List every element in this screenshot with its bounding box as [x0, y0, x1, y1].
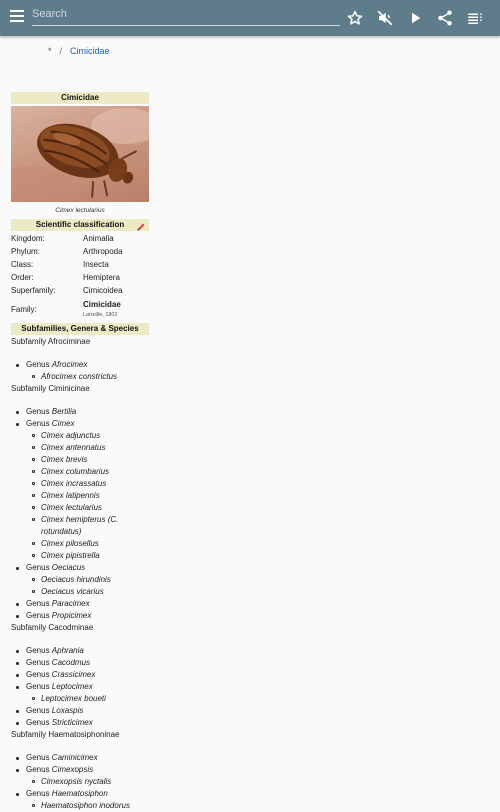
genus-name-link[interactable]: Leptocimex: [51, 682, 93, 691]
genus-name-link[interactable]: Cacodmus: [51, 658, 91, 667]
rank-label: Order:: [11, 273, 34, 282]
genus-label: Genus: [26, 407, 52, 416]
genus-item: [11, 764, 211, 776]
species-item[interactable]: Cimex antennatus: [11, 442, 211, 454]
classification-header: Scientific classification: [11, 219, 149, 231]
breadcrumb-separator: /: [59, 46, 63, 56]
genus-label: Genus: [26, 611, 52, 620]
genus-name-link[interactable]: Loxaspis: [51, 706, 84, 715]
toc-icon[interactable]: [466, 9, 484, 27]
spacer: [11, 395, 211, 406]
genus-name-link[interactable]: Haematosiphon: [51, 789, 108, 798]
species-item[interactable]: Cimex lectularius: [11, 502, 211, 514]
genus-label: Genus: [26, 682, 52, 691]
classification-row: [11, 271, 149, 284]
rank-value[interactable]: Cimicoidea: [83, 286, 123, 295]
volume-off-icon[interactable]: [376, 9, 394, 27]
infobox: [11, 92, 149, 335]
search-input[interactable]: [32, 6, 340, 26]
genus-item: [11, 645, 211, 657]
genus-item: [11, 562, 211, 574]
classification-row: [11, 258, 149, 271]
search-placeholder: Search: [32, 8, 67, 20]
genus-label: Genus: [26, 765, 52, 774]
genus-item: [11, 705, 211, 717]
species-item[interactable]: Cimex hemipterus (C. rotundatus): [11, 514, 141, 538]
genus-label: Genus: [26, 360, 52, 369]
genus-item: [11, 681, 211, 693]
rank-label: Kingdom:: [11, 234, 45, 243]
genus-name-link[interactable]: Stricticimex: [51, 718, 93, 727]
genus-name-link[interactable]: Propicimex: [51, 611, 92, 620]
rank-label: Phylum:: [11, 247, 40, 256]
spacer: [11, 348, 211, 359]
genus-name-link[interactable]: Paracimex: [51, 599, 90, 608]
photo-caption: Cimex lectularius: [55, 207, 105, 214]
genus-item: [11, 717, 211, 729]
genus-label: Genus: [26, 419, 52, 428]
infobox-title: Cimicidae: [11, 92, 149, 104]
menu-icon[interactable]: [10, 10, 24, 24]
share-icon[interactable]: [436, 9, 454, 27]
edit-pencil-icon[interactable]: [136, 219, 146, 229]
rank-value[interactable]: Animalia: [83, 234, 114, 243]
genus-label: Genus: [26, 753, 52, 762]
classification-row: [11, 284, 149, 297]
genus-name-link[interactable]: Cimex: [51, 419, 75, 428]
genus-item: [11, 657, 211, 669]
genus-name-link[interactable]: Afrocimex: [51, 360, 88, 369]
rank-value[interactable]: Hemiptera: [83, 273, 120, 282]
species-item[interactable]: Cimex latipennis: [11, 490, 211, 502]
genus-name-link[interactable]: Bertilia: [51, 407, 77, 416]
genus-item: [11, 610, 211, 622]
genus-name-link[interactable]: Aphrania: [51, 646, 84, 655]
family-authority: Latreille, 1802: [83, 312, 118, 318]
species-photo[interactable]: [11, 106, 149, 202]
classification-row-family: [11, 297, 149, 321]
genus-label: Genus: [26, 563, 52, 572]
species-item[interactable]: Cimex brevis: [11, 454, 211, 466]
genus-label: Genus: [26, 646, 52, 655]
genus-item: [11, 598, 211, 610]
species-item[interactable]: Oeciacus vicarius: [11, 586, 211, 598]
classification-row: [11, 232, 149, 245]
species-item[interactable]: Cimex adjunctus: [11, 430, 211, 442]
species-item[interactable]: Leptocimex boueti: [11, 693, 211, 705]
play-icon[interactable]: [406, 9, 424, 27]
species-item[interactable]: Oeciacus hirundinis: [11, 574, 211, 586]
subfamily-heading: Subfamily Afrociminae: [11, 337, 91, 346]
breadcrumb: [48, 46, 110, 56]
species-item[interactable]: Cimex pilosellus: [11, 538, 211, 550]
classification-table: [11, 232, 149, 321]
species-item[interactable]: Cimex incrassatus: [11, 478, 211, 490]
genus-label: Genus: [26, 670, 52, 679]
species-item[interactable]: Cimex pipistrella: [11, 550, 211, 562]
genus-item: [11, 669, 211, 681]
subfamily-heading: Subfamily Cacodminae: [11, 623, 94, 632]
genus-item: [11, 788, 211, 800]
genus-label: Genus: [26, 599, 52, 608]
genus-label: Genus: [26, 658, 52, 667]
star-icon[interactable]: [346, 9, 364, 27]
species-item[interactable]: Afrocimex constrictus: [11, 371, 211, 383]
rank-label: Class:: [11, 260, 34, 269]
genus-name-link[interactable]: Cimexopsis: [51, 765, 94, 774]
breadcrumb-root[interactable]: *: [48, 46, 52, 56]
genus-name-link[interactable]: Oeciacus: [51, 563, 86, 572]
app-bar: [0, 0, 500, 36]
subfamilies-header: Subfamilies, Genera & Species: [11, 323, 149, 335]
taxonomy-list: [11, 336, 211, 812]
family-name: Cimicidae: [83, 300, 121, 309]
genus-item: [11, 752, 211, 764]
rank-value[interactable]: Arthropoda: [83, 247, 123, 256]
breadcrumb-current[interactable]: Cimicidae: [70, 46, 110, 56]
rank-value[interactable]: Insecta: [83, 260, 109, 269]
genus-label: Genus: [26, 718, 52, 727]
subfamily-heading: Subfamily Ciminicinae: [11, 384, 90, 393]
classification-row: [11, 245, 149, 258]
subfamily-heading: Subfamily Haematosiphoninae: [11, 730, 120, 739]
spacer: [11, 741, 211, 752]
genus-name-link[interactable]: Caminicimex: [51, 753, 98, 762]
genus-item: [11, 406, 211, 418]
species-item[interactable]: Haematosiphon inodorus: [11, 800, 211, 812]
genus-label: Genus: [26, 706, 52, 715]
genus-item: [11, 418, 211, 430]
genus-name-link[interactable]: Crassicimex: [51, 670, 96, 679]
rank-label: Superfamily:: [11, 286, 56, 295]
genus-item: [11, 359, 211, 371]
rank-label: Family:: [11, 304, 37, 314]
spacer: [11, 634, 211, 645]
species-item[interactable]: Cimexopsis nyctalis: [11, 776, 211, 788]
genus-label: Genus: [26, 789, 52, 798]
species-item[interactable]: Cimex columbarius: [11, 466, 211, 478]
